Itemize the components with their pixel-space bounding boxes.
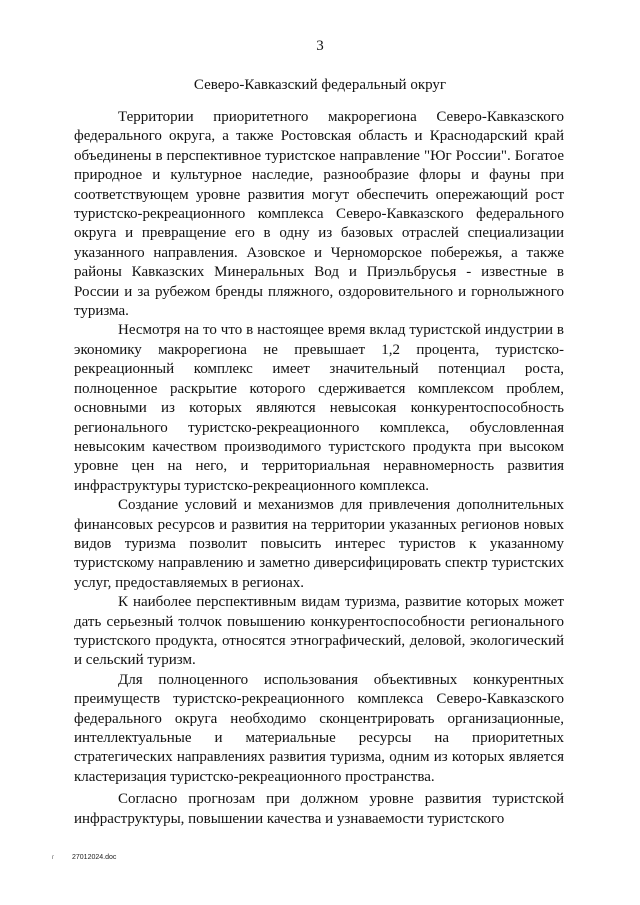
paragraph-6: Согласно прогнозам при должном уровне развития туристской инфраструктуры, повышении качества и узнаваемости туристского — [74, 791, 564, 827]
paragraph-3: Создание условий и механизмов для привлечения дополнительных финансовых ресурсов и развития на территории указанных регионов новых видов туризма позволит повысить интерес туристов к указанному туристскому направлению и заметно диверсифицировать спектр туристских услуг, предоставляемых в регионах. — [74, 497, 564, 591]
page-number: 3 — [316, 38, 324, 54]
paragraph-1: Территории приоритетного макрорегиона Северо-Кавказского федерального округа, а также Ростовская область и Краснодарский край объединены в перспективное туристское направление "Юг России". Богатое природное и культурное наследие, разнообразие флоры и фауны при соответствующем уровне развития могут обеспечить опережающий рост туристско-рекреационного комплекса Северо-Кавказского федерального округа и превращение его в одну из базовых отраслей специализации указанного направления. Азовское и Черноморское побережья, а также районы Кавказских Минеральных Вод и Приэльбрусья - известные в России и за рубежом бренды пляжного, оздоровительного и горнолыжного туризма. — [74, 109, 564, 320]
footer-filename: 27012024.doc — [72, 854, 117, 861]
paragraph-5: Для полноценного использования объективных конкурентных преимуществ туристско-рекреационного комплекса Северо-Кавказского федерального округа необходимо сконцентрировать организационные, интеллектуальные и материальные ресурсы на приоритетных стратегических направлениях развития туризма, одним из которых является кластеризация туристско-рекреационного пространства. — [74, 671, 564, 785]
footer-mark: г — [52, 855, 55, 861]
section-heading: Северо-Кавказский федеральный округ — [193, 77, 447, 93]
paragraph-4: К наиболее перспективным видам туризма, развитие которых может дать серьезный толчок повышению конкурентоспособности регионального туристского продукта, относятся этнографический, деловой, экологический и сельский туризм. — [74, 594, 564, 669]
document-body — [74, 108, 564, 829]
paragraph-2: Несмотря на то что в настоящее время вклад туристской индустрии в экономику макрорегиона не превышает 1,2 процента, туристско-рекреационный комплекс имеет значительный потенциал роста, полноценное раскрытие которого сдерживается комплексом проблем, основными из которых являются невысокая конкурентоспособность регионального туристско-рекреационного комплекса, обусловленная невысоким качеством производимого туристского продукта при высоком уровне цен на него, и территориальная неравномерность развития инфраструктуры туристско-рекреационного комплекса. — [74, 322, 564, 494]
